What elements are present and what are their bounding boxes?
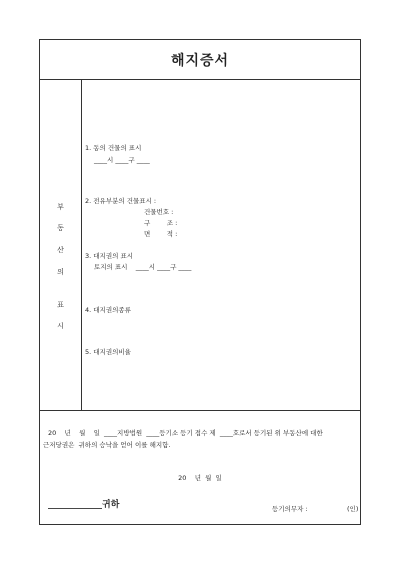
seal-mark: (인): [347, 505, 359, 513]
item-land-right-type: 4. 대지권의종류: [85, 306, 131, 314]
property-side-label: [40, 80, 82, 410]
statement-line-1: 20 년 월 일 ____지방법원 ____등기소 등기 접수 제 ____호로서 등기된 위 부동산에 대한: [48, 429, 323, 437]
side-char: 동: [57, 224, 64, 232]
property-section: [40, 80, 360, 411]
certificate-frame: [39, 39, 361, 525]
item-unit-area: 면 적 :: [144, 230, 178, 238]
item-building-label: 1. 동의 건물의 표시: [85, 144, 142, 152]
obligor-label: 등기의무자 :: [272, 505, 308, 513]
side-char: 표: [57, 301, 64, 309]
side-char: 의: [57, 268, 64, 276]
item-unit-structure: 구 조 :: [144, 219, 178, 227]
property-items: [82, 80, 360, 410]
item-unit-number: 건물번호 :: [144, 208, 174, 216]
date-line: 20 년 월 일: [178, 474, 222, 482]
item-unit-label: 2. 전유부분의 건물표시 :: [85, 197, 157, 205]
side-char: 부: [57, 203, 64, 211]
item-building-address: ____시 ____구 ____: [94, 156, 150, 164]
item-land-address: 토지의 표시 ____시 ____구 ____: [94, 263, 192, 271]
item-land-right-ratio: 5. 대지권의비율: [85, 348, 131, 356]
side-char: 시: [57, 322, 64, 330]
document-title: 해지증서: [40, 40, 360, 80]
recipient-line: ____________귀하: [48, 500, 120, 510]
item-land-right-label: 3. 대지권의 표시: [85, 252, 134, 260]
side-char: 산: [57, 246, 64, 254]
statement-line-2: 근저당권은 귀하의 승낙을 얻어 이를 해지함.: [43, 441, 171, 449]
